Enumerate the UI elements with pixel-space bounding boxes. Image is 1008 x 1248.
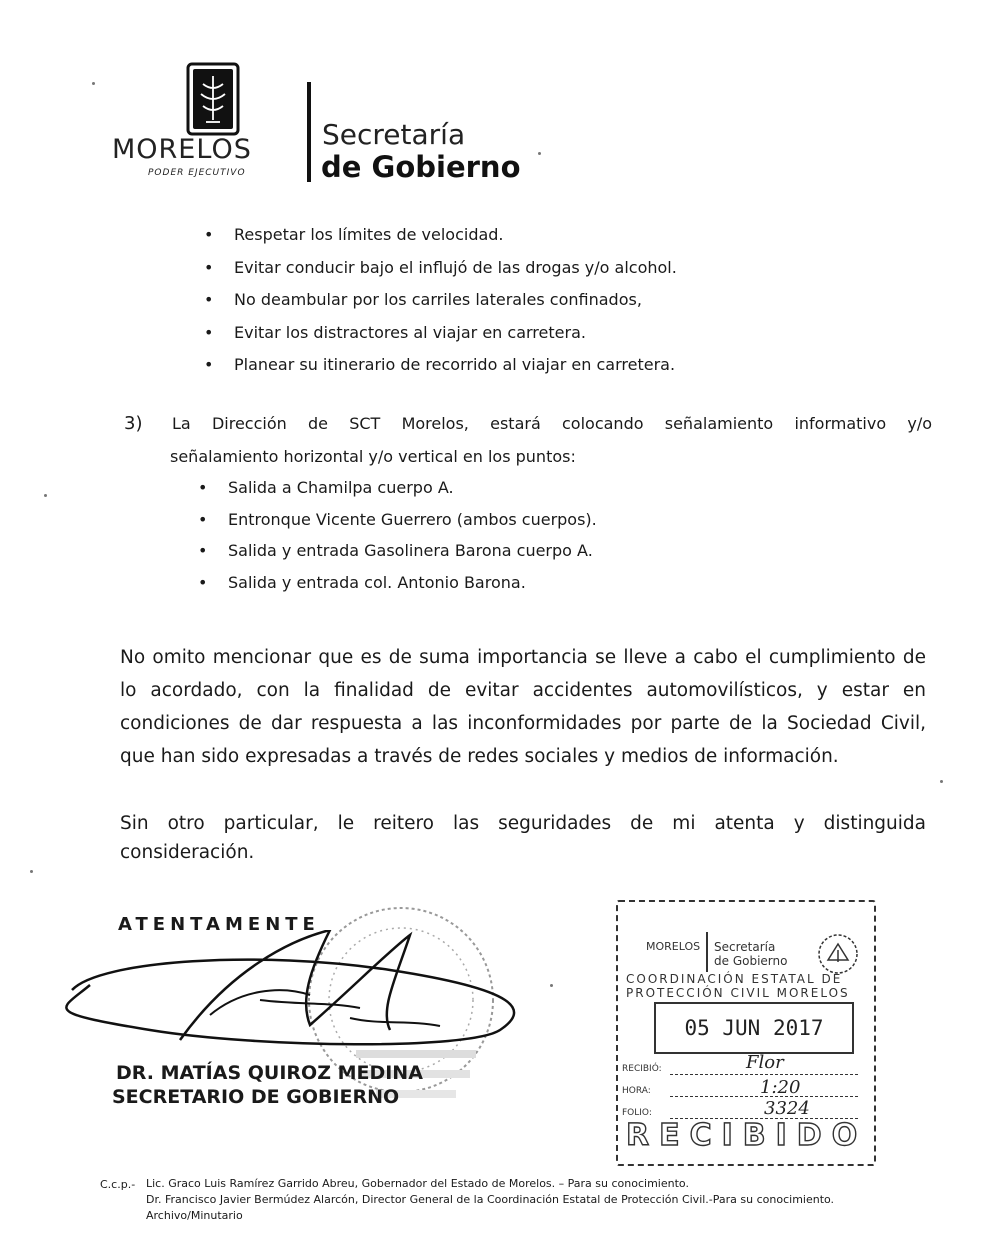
paragraph-5-line: Sin otro particular, le reitero las seguridades de mi atenta y distinguida bbox=[120, 813, 926, 834]
signer-name: DR. MATÍAS QUIROZ MEDINA bbox=[116, 1062, 423, 1084]
ccp-line: Dr. Francisco Javier Bermúdez Alarcón, Director General de la Coordinación Estatal de Protección Civil.-Para su conocimiento. bbox=[146, 1193, 835, 1206]
paragraph-number: 3) bbox=[124, 413, 143, 434]
paragraph-4-line: No omito mencionar que es de suma importancia se lleve a cabo el cumplimiento de bbox=[120, 647, 926, 668]
list-item: • Salida y entrada Gasolinera Barona cuerpo A. bbox=[228, 539, 597, 571]
stamp-date: 05 JUN 2017 bbox=[684, 1016, 824, 1040]
header-divider bbox=[307, 82, 311, 182]
header-de-gobierno: de Gobierno bbox=[321, 150, 521, 184]
stamp-logo-word: MORELOS bbox=[646, 940, 701, 953]
stamp-hora-label: HORA: bbox=[622, 1086, 651, 1096]
stamp-secretaria: Secretaría bbox=[714, 940, 776, 954]
bullet-icon: • bbox=[198, 478, 208, 497]
scan-speck bbox=[30, 870, 33, 873]
list-item: • No deambular por los carriles laterales confinados, bbox=[234, 288, 677, 321]
stamp-recibido: RECIBIDO bbox=[626, 1118, 868, 1153]
signage-points-list bbox=[198, 476, 597, 602]
scan-speck bbox=[538, 152, 541, 155]
handwritten-signature-icon bbox=[60, 930, 530, 1050]
ccp-line: Archivo/Minutario bbox=[146, 1209, 243, 1222]
list-item: • Planear su itinerario de recorrido al viajar en carretera. bbox=[234, 353, 677, 386]
list-item: • Entronque Vicente Guerrero (ambos cuerpos). bbox=[228, 508, 597, 540]
paragraph-5-line: consideración. bbox=[120, 842, 255, 863]
recommendations-list bbox=[204, 223, 677, 386]
bullet-icon: • bbox=[204, 355, 214, 374]
list-item: • Evitar conducir bajo el influjó de las drogas y/o alcohol. bbox=[234, 256, 677, 289]
scan-speck bbox=[550, 984, 553, 987]
logo-wordmark: MORELOS bbox=[112, 134, 252, 165]
list-item: • Evitar los distractores al viajar en carretera. bbox=[234, 321, 677, 354]
stamp-date-box bbox=[654, 1002, 854, 1054]
stamp-hora-value: 1:20 bbox=[760, 1077, 801, 1098]
logo-subtitle: PODER EJECUTIVO bbox=[148, 168, 246, 178]
paragraph-4-line: que han sido expresadas a través de redes sociales y medios de información. bbox=[120, 746, 839, 767]
paragraph-4-line: condiciones de dar respuesta a las inconformidades por parte de la Sociedad Civil, bbox=[120, 713, 926, 734]
bullet-icon: • bbox=[204, 322, 214, 342]
paragraph-3-line: La Dirección de SCT Morelos, estará colocando señalamiento informativo y/o bbox=[172, 414, 932, 433]
bullet-icon: • bbox=[204, 290, 214, 309]
bullet-icon: • bbox=[204, 225, 214, 244]
bullet-icon: • bbox=[198, 541, 208, 560]
header-secretaria: Secretaría bbox=[322, 118, 466, 151]
signer-title: SECRETARIO DE GOBIERNO bbox=[112, 1086, 400, 1108]
bullet-icon: • bbox=[198, 509, 208, 529]
paragraph-3-line: señalamiento horizontal y/o vertical en los puntos: bbox=[170, 447, 576, 466]
stamp-folio-value: 3324 bbox=[764, 1098, 810, 1119]
stamp-folio-label: FOLIO: bbox=[622, 1108, 652, 1118]
morelos-emblem-icon bbox=[186, 62, 240, 136]
stamp-de-gobierno: de Gobierno bbox=[714, 954, 788, 968]
ccp-label: C.c.p.- bbox=[100, 1178, 136, 1191]
closing-atentamente: ATENTAMENTE bbox=[118, 914, 320, 935]
paragraph-4-line: lo acordado, con la finalidad de evitar accidentes automovilísticos, y estar en bbox=[120, 680, 926, 701]
stamp-coordinacion: COORDINACIÓN ESTATAL DE bbox=[626, 972, 843, 986]
list-item: • Salida a Chamilpa cuerpo A. bbox=[228, 476, 597, 508]
ccp-line: Lic. Graco Luis Ramírez Garrido Abreu, Gobernador del Estado de Morelos. – Para su conocimiento. bbox=[146, 1177, 689, 1190]
bullet-icon: • bbox=[204, 257, 214, 277]
list-item: • Respetar los límites de velocidad. bbox=[234, 223, 677, 256]
scan-speck bbox=[92, 82, 95, 85]
scan-speck bbox=[44, 494, 47, 497]
scan-speck bbox=[940, 780, 943, 783]
stamp-divider bbox=[706, 932, 708, 972]
received-stamp bbox=[616, 900, 876, 1166]
stamp-emblem-icon bbox=[816, 932, 860, 976]
bullet-icon: • bbox=[198, 572, 208, 592]
stamp-recibio-line bbox=[670, 1074, 858, 1075]
stamp-recibio-label: RECIBIÓ: bbox=[622, 1064, 662, 1074]
list-item: • Salida y entrada col. Antonio Barona. bbox=[228, 571, 597, 603]
stamp-proteccion-civil: PROTECCIÓN CIVIL MORELOS bbox=[626, 986, 850, 1000]
stamp-recibio-value: Flor bbox=[746, 1052, 784, 1073]
